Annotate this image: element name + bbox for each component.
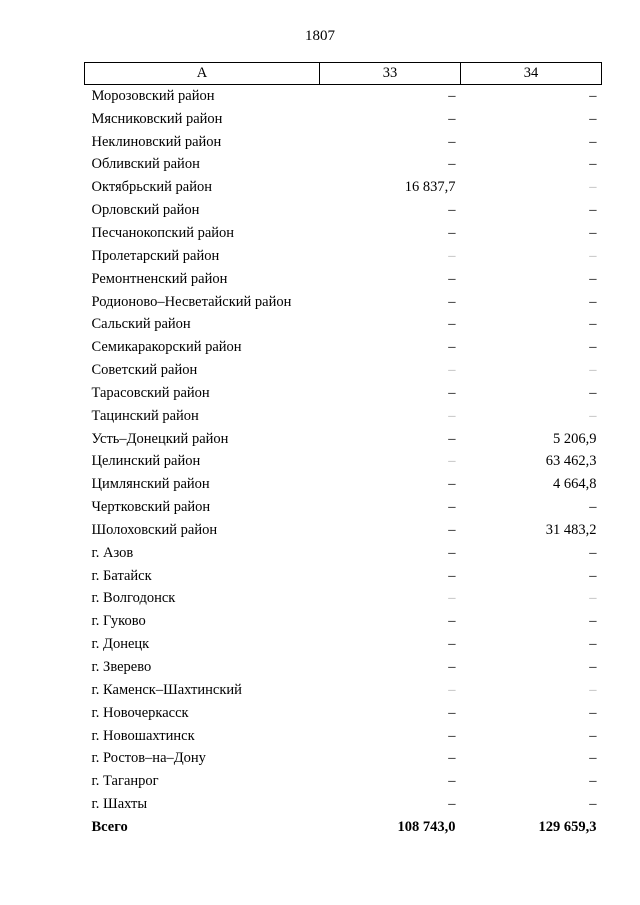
- row-name-cell: г. Азов: [91, 544, 134, 561]
- row-value-33-cell: –: [448, 796, 456, 813]
- row-value-33-cell: –: [448, 704, 456, 721]
- row-value-33-cell: –: [448, 339, 456, 356]
- row-name-cell: Семикаракорский район: [91, 339, 242, 356]
- row-name-cell: г. Новошахтинск: [91, 727, 195, 744]
- row-value-34-cell: –: [589, 202, 597, 219]
- table-row: [85, 382, 602, 405]
- row-name-cell: г. Ростов–на–Дону: [91, 750, 206, 767]
- row-value-34-cell: –: [589, 362, 597, 379]
- header-row: [85, 63, 602, 85]
- table-row: [85, 542, 602, 565]
- row-value-33-cell: –: [448, 613, 456, 630]
- row-name-cell: г. Таганрог: [91, 773, 159, 790]
- row-value-33-cell: –: [448, 224, 456, 241]
- row-value-33-cell: –: [448, 681, 456, 698]
- table-row: [85, 154, 602, 177]
- row-value-34-cell: 31 483,2: [545, 521, 597, 538]
- row-value-33-cell: –: [448, 270, 456, 287]
- row-value-34-cell: –: [589, 156, 597, 173]
- table-header: [85, 63, 602, 85]
- row-value-34-cell: –: [589, 339, 597, 356]
- row-value-33-cell: –: [448, 773, 456, 790]
- table-row: [85, 428, 602, 451]
- row-name-cell: Чертковский район: [91, 499, 211, 516]
- row-name-cell: г. Гуково: [91, 613, 146, 630]
- row-value-34-cell: –: [589, 727, 597, 744]
- row-value-33-cell: –: [448, 499, 456, 516]
- row-name-cell: Неклиновский район: [91, 133, 222, 150]
- row-value-34-cell: –: [589, 384, 597, 401]
- row-name-cell: Тацинский район: [91, 407, 199, 424]
- table-row: [85, 268, 602, 291]
- row-name-cell: Тарасовский район: [91, 384, 210, 401]
- table-row: [85, 222, 602, 245]
- row-value-34-cell: –: [589, 590, 597, 607]
- total-name-cell: Всего: [91, 818, 128, 835]
- row-value-34-cell: –: [589, 293, 597, 310]
- row-value-34-cell: –: [589, 270, 597, 287]
- row-value-34-cell: 5 206,9: [553, 430, 597, 447]
- row-value-33-cell: –: [448, 202, 456, 219]
- row-value-34-cell: –: [589, 544, 597, 561]
- table-row: [85, 565, 602, 588]
- row-name-cell: г. Зверево: [91, 659, 152, 676]
- row-value-34-cell: –: [589, 704, 597, 721]
- table-row: [85, 588, 602, 611]
- table-row: [85, 313, 602, 336]
- row-name-cell: Орловский район: [91, 202, 200, 219]
- row-value-33-cell: –: [448, 636, 456, 653]
- row-value-33-cell: –: [448, 453, 456, 470]
- total-value-33-cell: 108 743,0: [397, 818, 456, 835]
- row-name-cell: Ремонтненский район: [91, 270, 228, 287]
- table-row: [85, 108, 602, 131]
- row-value-33-cell: –: [448, 156, 456, 173]
- table-row: [85, 291, 602, 314]
- table-body: [85, 85, 602, 839]
- table-row: [85, 176, 602, 199]
- table-row: [85, 496, 602, 519]
- row-value-33-cell: –: [448, 544, 456, 561]
- table-row: [85, 131, 602, 154]
- row-value-34-cell: –: [589, 87, 597, 104]
- row-value-33-cell: –: [448, 659, 456, 676]
- row-value-34-cell: –: [589, 499, 597, 516]
- table-row: [85, 747, 602, 770]
- row-name-cell: г. Батайск: [91, 567, 152, 584]
- row-value-34-cell: –: [589, 133, 597, 150]
- header-cell-33: 33: [320, 63, 461, 85]
- row-value-34-cell: –: [589, 796, 597, 813]
- row-name-cell: г. Волгодонск: [91, 590, 176, 607]
- row-value-33-cell: –: [448, 316, 456, 333]
- table-row: [85, 610, 602, 633]
- row-value-33-cell: –: [448, 567, 456, 584]
- row-value-33-cell: –: [448, 133, 456, 150]
- data-table: [84, 62, 602, 839]
- row-value-33-cell: –: [448, 87, 456, 104]
- row-name-cell: г. Каменск–Шахтинский: [91, 681, 242, 698]
- table-row: [85, 519, 602, 542]
- table-row: [85, 405, 602, 428]
- row-value-34-cell: –: [589, 110, 597, 127]
- table-row: [85, 473, 602, 496]
- row-value-33-cell: –: [448, 476, 456, 493]
- table-row: [85, 245, 602, 268]
- header-cell-name: А: [85, 63, 320, 85]
- row-value-34-cell: –: [589, 659, 597, 676]
- row-value-33-cell: –: [448, 750, 456, 767]
- table-row: [85, 702, 602, 725]
- row-name-cell: Мясниковский район: [91, 110, 223, 127]
- row-value-34-cell: –: [589, 224, 597, 241]
- row-value-33-cell: –: [448, 384, 456, 401]
- row-value-33-cell: –: [448, 407, 456, 424]
- row-value-33-cell: –: [448, 110, 456, 127]
- row-value-34-cell: –: [589, 681, 597, 698]
- row-value-33-cell: 16 837,7: [404, 179, 456, 196]
- row-value-33-cell: –: [448, 247, 456, 264]
- table-row: [85, 199, 602, 222]
- row-name-cell: Советский район: [91, 362, 198, 379]
- row-name-cell: г. Донецк: [91, 636, 150, 653]
- row-value-33-cell: –: [448, 293, 456, 310]
- table-row: [85, 336, 602, 359]
- row-value-34-cell: –: [589, 316, 597, 333]
- table-row: [85, 656, 602, 679]
- table-row: [85, 633, 602, 656]
- row-value-33-cell: –: [448, 430, 456, 447]
- row-name-cell: г. Новочеркасск: [91, 704, 189, 721]
- row-value-33-cell: –: [448, 727, 456, 744]
- row-name-cell: Родионово–Несветайский район: [91, 293, 292, 310]
- row-value-33-cell: –: [448, 521, 456, 538]
- header-cell-34: 34: [461, 63, 602, 85]
- table-row: [85, 359, 602, 382]
- table-row: [85, 770, 602, 793]
- row-value-34-cell: 63 462,3: [545, 453, 597, 470]
- row-value-34-cell: 4 664,8: [553, 476, 597, 493]
- row-value-33-cell: –: [448, 590, 456, 607]
- row-name-cell: Шолоховский район: [91, 521, 218, 538]
- row-name-cell: г. Шахты: [91, 796, 148, 813]
- row-value-34-cell: –: [589, 567, 597, 584]
- row-value-34-cell: –: [589, 636, 597, 653]
- row-value-34-cell: –: [589, 247, 597, 264]
- row-value-34-cell: –: [589, 407, 597, 424]
- row-value-34-cell: –: [589, 613, 597, 630]
- table-row: [85, 451, 602, 474]
- row-name-cell: Обливский район: [91, 156, 200, 173]
- row-name-cell: Усть–Донецкий район: [91, 430, 229, 447]
- row-name-cell: Сальский район: [91, 316, 191, 333]
- row-value-34-cell: –: [589, 773, 597, 790]
- total-value-34-cell: 129 659,3: [538, 818, 597, 835]
- total-row: [85, 816, 602, 839]
- table-row: [85, 85, 602, 108]
- row-name-cell: Пролетарский район: [91, 247, 220, 264]
- row-name-cell: Целинский район: [91, 453, 201, 470]
- row-value-34-cell: –: [589, 750, 597, 767]
- row-name-cell: Октябрьский район: [91, 179, 212, 196]
- row-name-cell: Песчанокопский район: [91, 224, 235, 241]
- table-row: [85, 793, 602, 816]
- row-value-33-cell: –: [448, 362, 456, 379]
- page-number: 1807: [305, 28, 335, 44]
- row-name-cell: Цимлянский район: [91, 476, 210, 493]
- row-value-34-cell: –: [589, 179, 597, 196]
- row-name-cell: Морозовский район: [91, 87, 215, 104]
- table-row: [85, 725, 602, 748]
- table-row: [85, 679, 602, 702]
